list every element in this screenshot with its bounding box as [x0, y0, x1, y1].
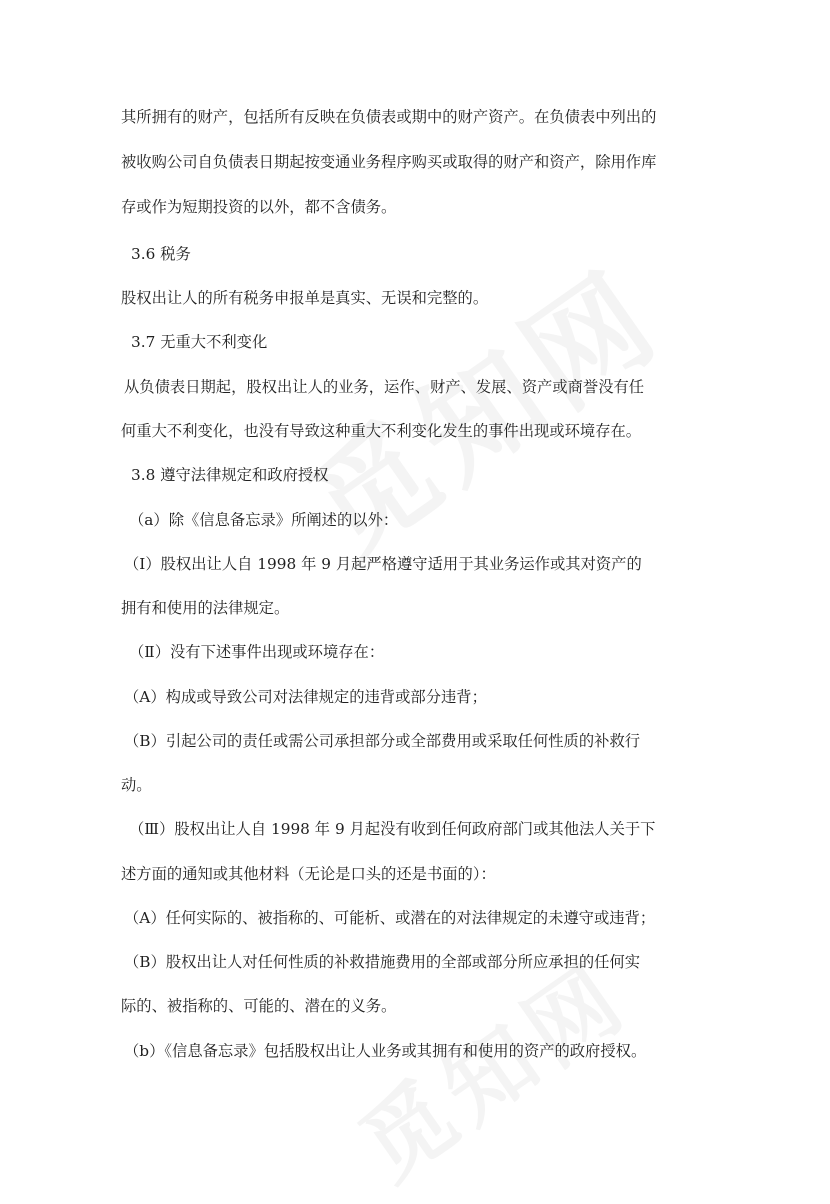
section-heading: 3.8 遵守法律规定和政府授权	[131, 466, 329, 484]
paragraph-line: 何重大不利变化，也没有导致这种重大不利变化发生的事件出现或环境存在。	[121, 422, 642, 440]
clause-line: （Ⅰ）股权出让人自 1998 年 9 月起严格遵守适用于其业务运作或其对资产的	[124, 555, 642, 573]
section-heading: 3.7 无重大不利变化	[131, 333, 268, 351]
clause-line: （Ⅱ）没有下述事件出现或环境存在：	[129, 643, 385, 661]
clause-line: （B）引起公司的责任或需公司承担部分或全部费用或采取任何性质的补救行	[124, 732, 641, 750]
paragraph-line: 从负债表日期起，股权出让人的业务，运作、财产、发展、资产或商誉没有任	[124, 378, 645, 396]
clause-line: 拥有和使用的法律规定。	[121, 599, 290, 617]
paragraph-line: 被收购公司自负债表日期起按变通业务程序购买或取得的财产和资产，除用作库	[121, 153, 657, 171]
clause-line: （a）除《信息备忘录》所阐述的以外：	[129, 511, 399, 529]
clause-line: （A）任何实际的、被指称的、可能析、或潜在的对法律规定的未遵守或违背；	[124, 909, 656, 927]
clause-line: （b）《信息备忘录》包括股权出让人业务或其拥有和使用的资产的政府授权。	[124, 1042, 647, 1060]
section-heading: 3.6 税务	[131, 245, 191, 263]
paragraph-line: 股权出让人的所有税务申报单是真实、无误和完整的。	[121, 289, 489, 307]
clause-line: （B）股权出让人对任何性质的补救措施费用的全部或部分所应承担的任何实	[124, 953, 641, 971]
clause-line: （A）构成或导致公司对法律规定的违背或部分违背；	[124, 688, 487, 706]
clause-line: 述方面的通知或其他材料（无论是口头的还是书面的）：	[121, 865, 496, 883]
paragraph-line: 其所拥有的财产，包括所有反映在负债表或期中的财产资产。在负债表中列出的	[121, 108, 657, 126]
clause-line: （Ⅲ）股权出让人自 1998 年 9 月起没有收到任何政府部门或其他法人关于下	[129, 820, 656, 838]
clause-line: 际的、被指称的、可能的、潜在的义务。	[121, 997, 397, 1015]
watermark	[271, 224, 689, 589]
clause-line: 动。	[121, 776, 152, 794]
paragraph-line: 存或作为短期投资的以外，都不含债务。	[121, 198, 397, 216]
